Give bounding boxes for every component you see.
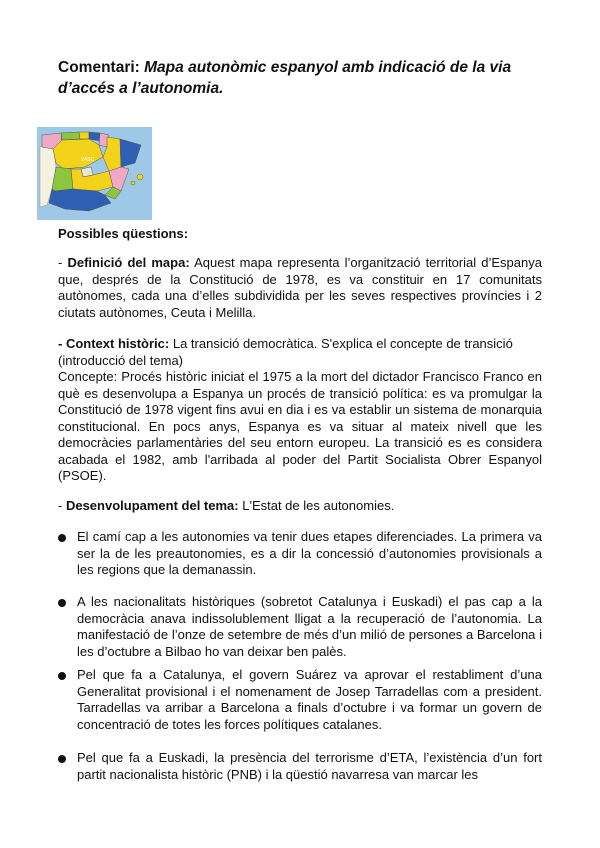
map-asturias — [61, 132, 80, 140]
map-extremadura — [52, 167, 73, 191]
bullet-icon — [58, 672, 66, 680]
title-prefix: Comentari: — [58, 59, 140, 76]
desenvolupament-text: L'Estat de les autonomies. — [242, 498, 395, 513]
map-cantabria — [79, 132, 89, 139]
definicio-label: Definició del mapa: — [67, 255, 190, 270]
context-label: - Context històric: — [58, 336, 170, 351]
context-paragraph — [58, 336, 542, 369]
list-item-text: A les nacionalitats històriques (sobretot Catalunya i Euskadi) el pas cap a la democràcia anava indissolublement lligat a la recuperació de l’autonomia. La manifestació de l’onze de setembre de més d’un milió de persones a Barcelona i les d’octubre a Bilbao ho van deixar ben palès. — [77, 594, 542, 659]
map-balears — [137, 174, 143, 180]
list-item-text: Pel que fa a Euskadi, la presència del terrorisme d’ETA, l’existència d’un fort partit nacionalista històric (PNB) i la qüestió navarresa van marcar les — [77, 750, 542, 782]
document-title — [58, 57, 548, 99]
map-balears-2 — [131, 181, 135, 185]
list-item-text: El camí cap a les autonomies va tenir dues etapes diferenciades. La primera va ser la de les preautonomies, es a dir la concessió d’autonomies provisionals a les regions que la demanassin. — [77, 529, 542, 577]
bullet-icon — [58, 599, 66, 607]
map-label: VASC — [81, 157, 95, 163]
title-text: Mapa autonòmic espanyol amb indicació de la via d’accés a l’autonomia. — [58, 59, 512, 97]
definicio-text: Aquest mapa representa l’organització territorial d’Espanya que, després de la Constitució de 1978, es va constituir en 17 comunitats autònomes, cada una d’elles subdividida per les seves respectives províncies i 2 ciutats autònomes, Ceuta i Melilla. — [58, 255, 542, 320]
definicio-paragraph: - Definició del mapa: Aquest mapa representa l’organització territorial d’Espanya que, després de la Constitució de 1978, es va constituir en 17 comunitats autònomes, cada una d’elles subdividida per les seves respectives províncies i 2 ciutats autònomes, Ceuta i Melilla. — [58, 255, 542, 320]
desenvolupament-label: Desenvolupament del tema: — [65, 498, 239, 513]
concepte-paragraph: Concepte: Procés històric iniciat el 1975 a la mort del dictador Francisco Franco en què es desenvolupa a Espanya un procés de transició política: es va promulgar la Constitució de 1978 vigent fins avui en dia i es va establir un sistema de monarquia constitucional. En pocs anys, Espanya es va situar al mateix nivell que les democràcies parlamentàries del seu entorn europeu. La transició es es considera acabada el 1982, amb l'arribada al poder del Partit Socialista Obrer Espanyol (PSOE). — [58, 369, 542, 483]
bullet-icon — [58, 534, 66, 542]
desenvolupament-paragraph: - Desenvolupament del tema: L'Estat de les autonomies. — [58, 498, 395, 513]
list-item-text: Pel que fa a Catalunya, el govern Suárez va aprovar el restabliment d’una Generalitat provisional i el nomenament de Josep Tarradellas com a president. Tarradellas va arribar a Barcelona a finals d’octubre i va formar un govern de concentració de totes les forces polítiques catalanes. — [77, 667, 542, 732]
bullet-icon — [58, 755, 66, 763]
context-text: La transició democràtica. S'explica el concepte de transició (introducció del tema) — [58, 336, 513, 368]
questions-heading: Possibles qüestions: — [58, 226, 189, 241]
spain-autonomies-map — [37, 127, 152, 220]
